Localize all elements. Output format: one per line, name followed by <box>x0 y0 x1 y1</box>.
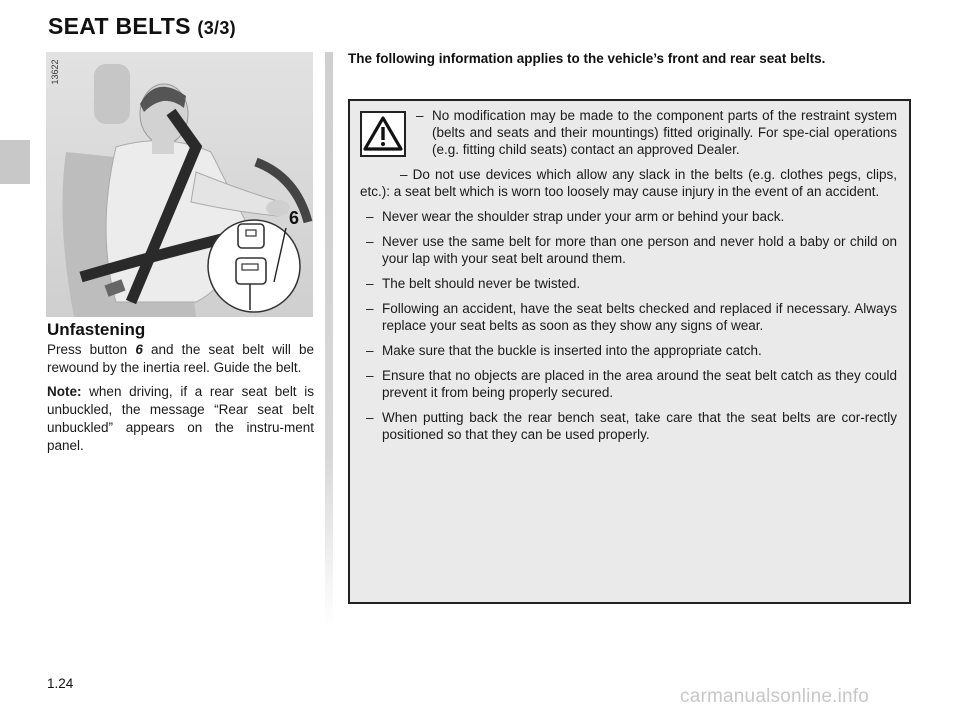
section-heading: Unfastening <box>47 320 146 339</box>
title-text: SEAT BELTS <box>48 13 191 39</box>
list-item <box>360 367 897 401</box>
dash-marker: – <box>366 276 374 291</box>
dash-marker: – <box>416 108 424 123</box>
image-reference-code <box>49 56 61 88</box>
driver-seatbelt-drawing <box>46 52 313 317</box>
page-title <box>48 13 236 40</box>
watermark: carmanualsonline.info <box>680 686 870 707</box>
list-item-text: Following an accident, have the seat belts checked and replaced if necessary. Always replace your seat belts as soon as they show any signs of wear. <box>382 301 897 333</box>
list-item-text: Ensure that no objects are placed in the area around the seat belt catch as they could prevent it from being properly secured. <box>382 368 897 400</box>
list-item <box>416 107 897 158</box>
list-item-text: Do not use devices which allow any slack in the belts (e.g. clothes pegs, clips, etc.): a seat belt which is worn too loosely may cause injury in the event of an accident. <box>360 167 897 199</box>
intro-text: The following information applies to the vehicle’s front and rear seat belts. <box>348 51 826 66</box>
dash-marker: – <box>366 343 374 358</box>
note-label: Note: <box>47 384 82 399</box>
list-item <box>360 208 897 225</box>
para-text-end: and the seat belt will be rewound by the inertia reel. Guide the belt. <box>47 342 315 375</box>
unfastening-text <box>47 341 314 461</box>
list-item <box>360 409 897 443</box>
list-item-text: Never use the same belt for more than one person and never hold a baby or child on your lap with your seat belt around them. <box>382 234 897 266</box>
dash-marker: – <box>400 167 408 182</box>
list-item <box>360 166 897 200</box>
button-reference: 6 <box>135 342 143 357</box>
list-item-text: Never wear the shoulder strap under your arm or behind your back. <box>382 209 785 224</box>
warning-triangle-icon <box>360 111 406 157</box>
warning-box <box>348 99 911 604</box>
list-item-text: No modification may be made to the component parts of the restraint system (belts and seats and their mountings) fitted originally. For spe-cial operations (e.g. fitting child seats) contact an approved Dealer. <box>432 108 897 157</box>
note-text: when driving, if a rear seat belt is unbuckled, the message “Rear seat belt unbuckled” appears on the instru-ment panel. <box>47 384 314 453</box>
callout-number: 6 <box>288 208 300 228</box>
seat-belt-illustration <box>46 52 313 317</box>
unfastening-paragraph <box>47 341 314 377</box>
para-text-start: Press button <box>47 342 136 357</box>
image-code-text: 13622 <box>50 59 60 85</box>
dash-marker: – <box>366 209 374 224</box>
list-item-text: The belt should never be twisted. <box>382 276 581 291</box>
warning-list <box>360 107 897 443</box>
section-tab <box>0 140 30 184</box>
dash-marker: – <box>366 410 374 425</box>
column-separator <box>325 52 333 627</box>
list-item-text: Make sure that the buckle is inserted into the appropriate catch. <box>382 343 762 358</box>
title-page-count: (3/3) <box>197 18 236 38</box>
list-item-text: When putting back the rear bench seat, take care that the seat belts are cor-rectly positioned so that they can be used properly. <box>382 410 897 442</box>
list-item <box>360 233 897 267</box>
note-paragraph <box>47 383 314 455</box>
dash-marker: – <box>366 368 374 383</box>
page-number: 1.24 <box>47 676 74 691</box>
dash-marker: – <box>366 301 374 316</box>
list-item <box>360 342 897 359</box>
list-item <box>360 275 897 292</box>
dash-marker: – <box>366 234 374 249</box>
list-item <box>360 300 897 334</box>
